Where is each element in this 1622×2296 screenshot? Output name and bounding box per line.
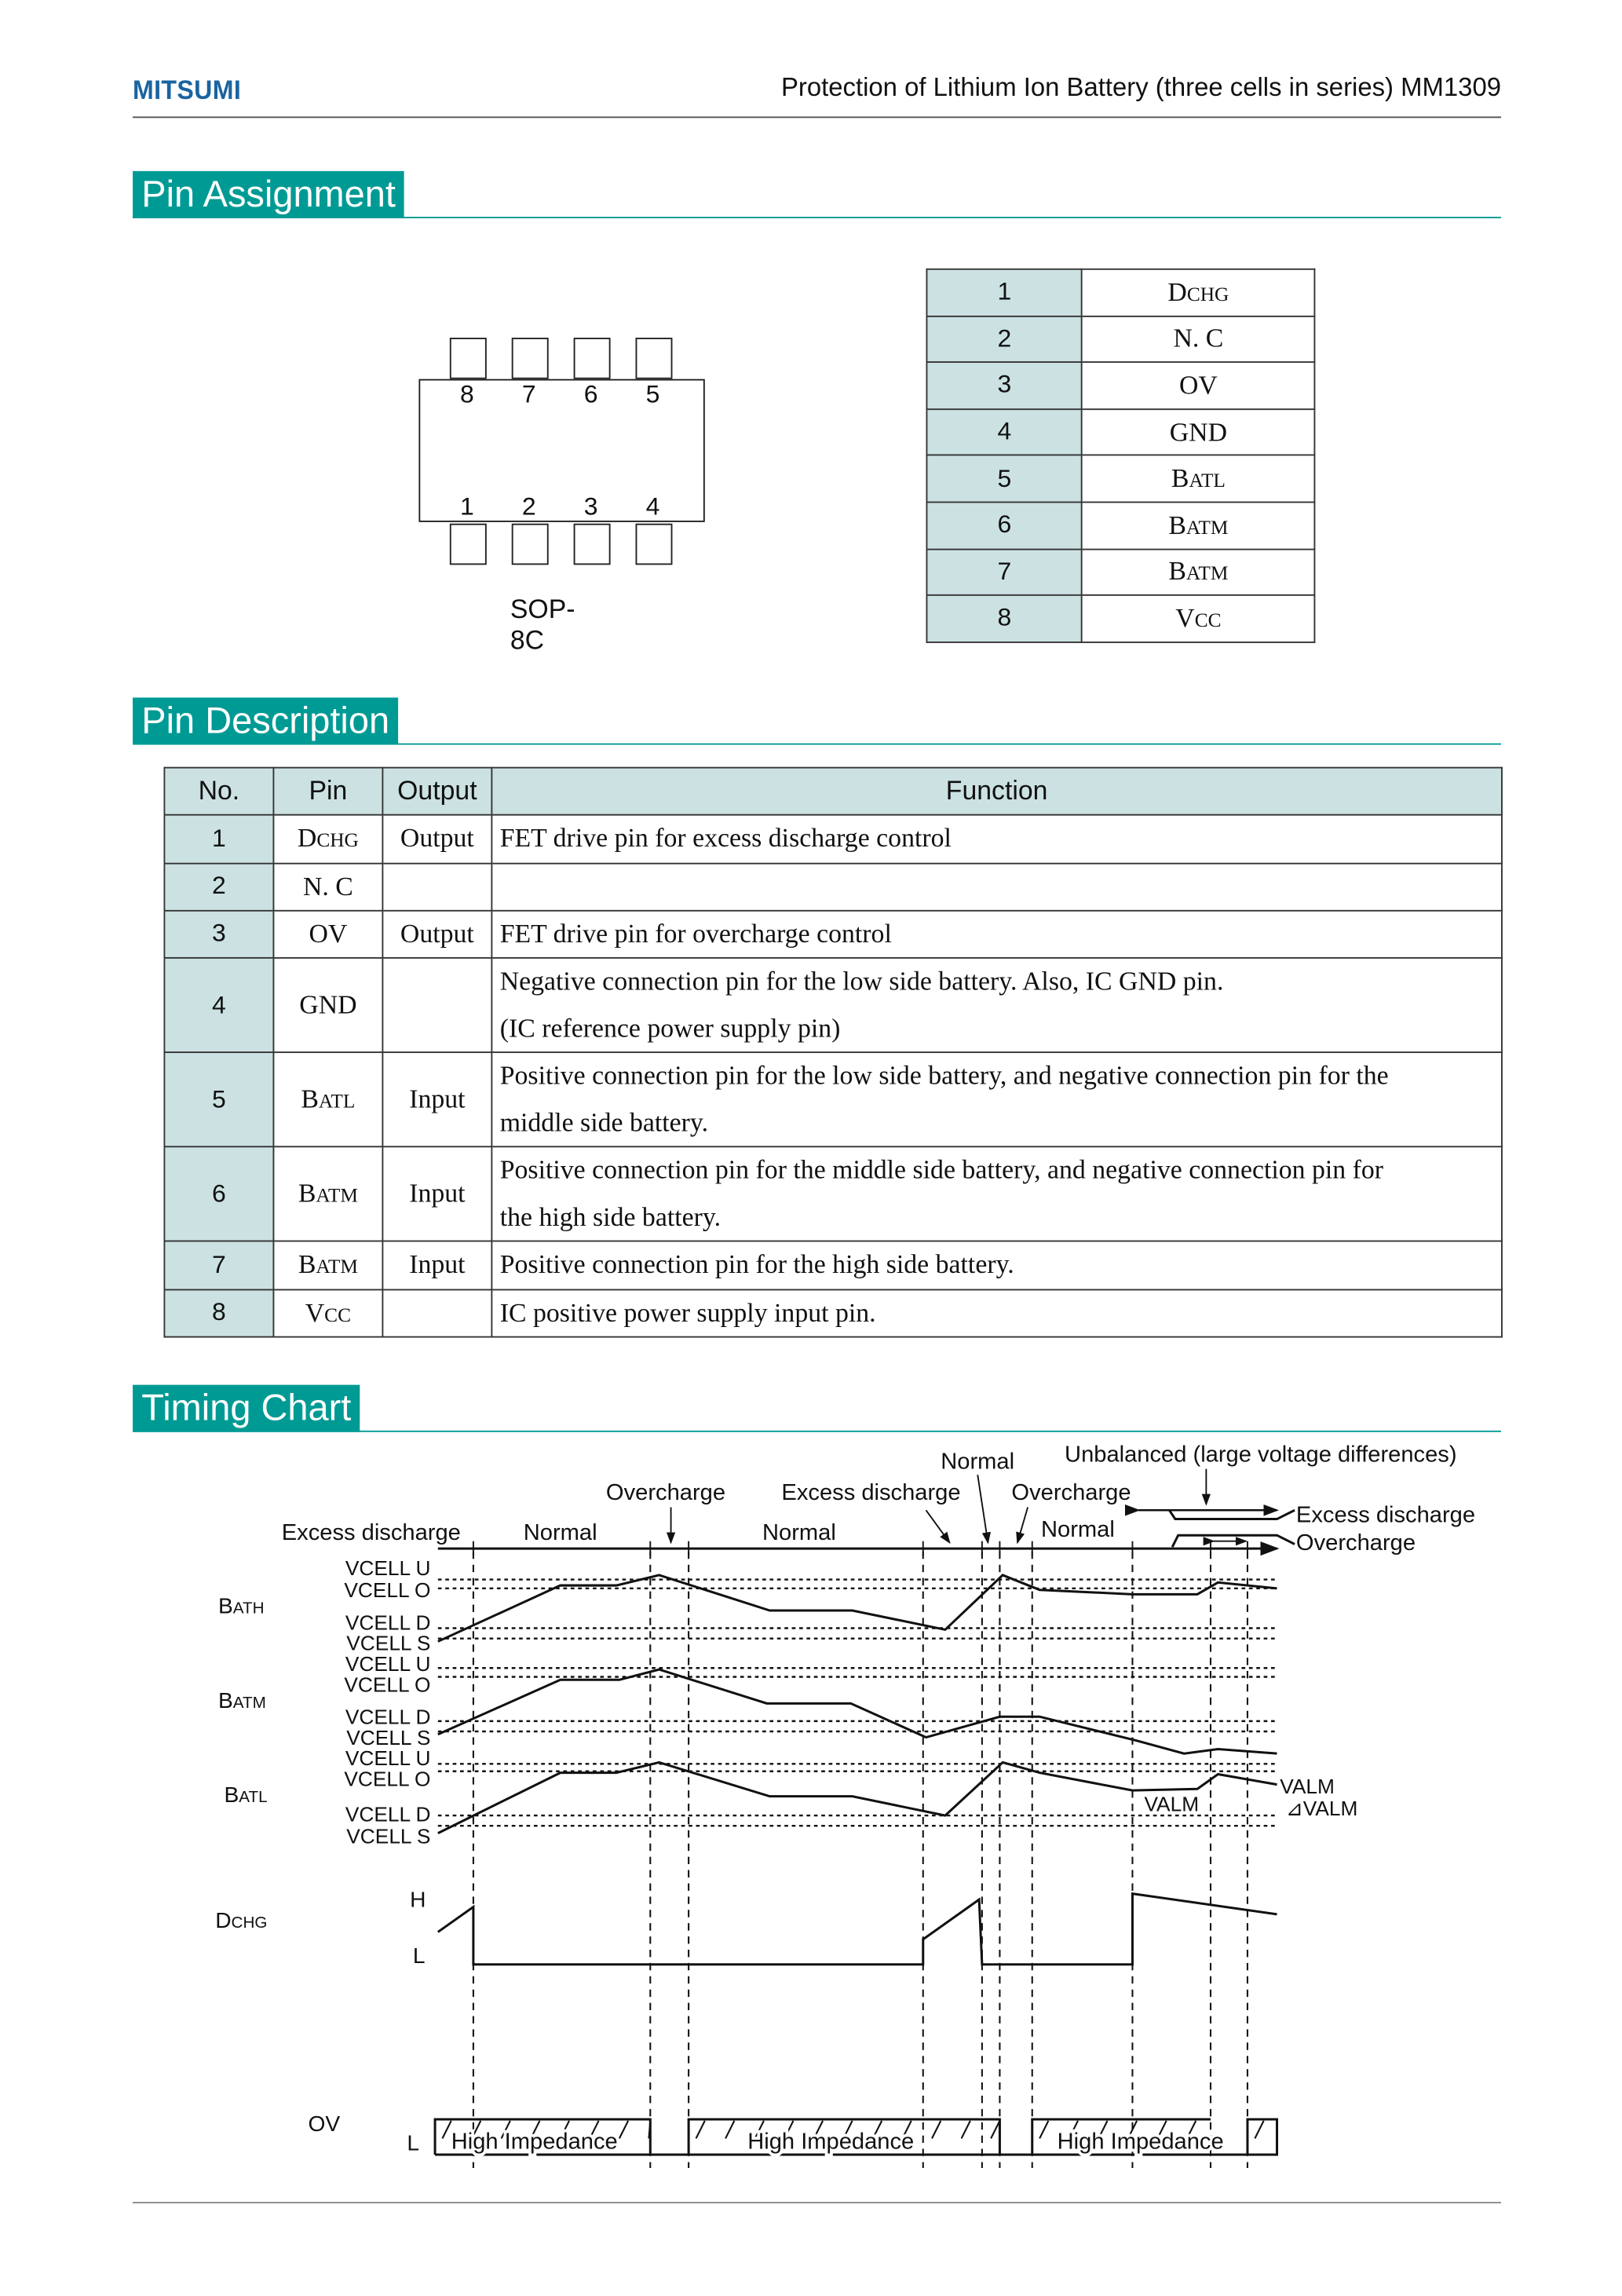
level-label: VCELL D xyxy=(345,1610,431,1635)
signal-label-ov: OV xyxy=(308,2110,341,2136)
arrow-icon xyxy=(977,1475,988,1542)
level-label: VCELL O xyxy=(344,1673,431,1697)
state-label: Excess discharge xyxy=(1295,1502,1476,1528)
section-timing-chart: Timing Chart xyxy=(133,1385,360,1432)
function-line: Positive connection pin for the low side battery, and negative connection pin for the xyxy=(499,1060,1389,1090)
level-label: VCELL U xyxy=(345,1746,431,1771)
mitsumi-logo: MITSUMI xyxy=(133,75,242,105)
pin-name: BATM xyxy=(1168,510,1229,539)
state-label: Overcharge xyxy=(605,1480,726,1506)
pin-name: BATL xyxy=(301,1084,356,1114)
pin-name: BATM xyxy=(1168,556,1229,587)
hatch-mark xyxy=(1255,2121,1263,2139)
section-pin-assignment: Pin Assignment xyxy=(133,171,404,218)
signal-label-batl: BATL xyxy=(224,1782,268,1808)
state-label: Normal xyxy=(1041,1517,1115,1543)
level-label: VCELL S xyxy=(346,1725,431,1749)
level-label: VCELL D xyxy=(345,1705,431,1729)
level-label: VCELL S xyxy=(346,1631,431,1655)
pin-name: VCC xyxy=(1175,603,1222,633)
no-cell: 6 xyxy=(164,1146,273,1241)
hatch-mark xyxy=(725,2121,734,2139)
no-cell: 5 xyxy=(164,1052,273,1146)
pin-number-cell: 7 xyxy=(926,549,1082,595)
signal-label-dchg: DCHG xyxy=(215,1907,268,1932)
hatch-mark xyxy=(1039,2121,1048,2139)
function-line: Negative connection pin for the low side battery. Also, IC GND pin. xyxy=(499,966,1224,996)
state-label: Overcharge xyxy=(1295,1530,1416,1556)
document-title: Protection of Lithium Ion Battery (three cells in series) MM1309 xyxy=(780,72,1502,102)
col-header-output: Output xyxy=(382,768,491,815)
signal-label-bath: BATH xyxy=(217,1592,265,1618)
state-label: Normal xyxy=(523,1519,597,1545)
function-line: IC positive power supply input pin. xyxy=(499,1296,876,1327)
pin-number-cell: 4 xyxy=(926,409,1082,455)
state-label: Normal xyxy=(762,1519,836,1545)
function-line: Positive connection pin for the middle side battery, and negative connection pin for xyxy=(499,1154,1384,1185)
excess-discharge-legend-line xyxy=(1169,1510,1295,1519)
timing-dashed-lines xyxy=(473,1552,1248,2168)
output-cell: Input xyxy=(382,1241,491,1289)
no-cell: 1 xyxy=(164,815,273,863)
valm-label: VALM xyxy=(1280,1774,1335,1798)
pin-number: 6 xyxy=(583,380,598,409)
state-label: Normal xyxy=(941,1449,1015,1475)
hatch-mark xyxy=(442,2121,451,2139)
pin-number: 1 xyxy=(459,492,474,521)
function-line: middle side battery. xyxy=(499,1106,709,1137)
state-label: Unbalanced (large voltage differences) xyxy=(1065,1442,1457,1468)
high-impedance-label: High Impedance xyxy=(1057,2129,1224,2155)
package-name: SOP-8C xyxy=(510,594,575,655)
pin-name: GND xyxy=(1169,416,1228,447)
no-cell: 4 xyxy=(164,958,273,1052)
dchg-high-label: H xyxy=(410,1886,426,1912)
function-line: the high side battery. xyxy=(499,1201,721,1231)
high-impedance-label: High Impedance xyxy=(747,2129,915,2155)
section-pin-description: Pin Description xyxy=(133,697,398,744)
output-cell: Output xyxy=(382,910,491,958)
function-line: FET drive pin for excess discharge control xyxy=(499,823,952,853)
footer-divider xyxy=(133,2202,1501,2203)
pin-number: 7 xyxy=(521,380,536,409)
level-label: VCELL D xyxy=(345,1802,431,1826)
hatch-mark xyxy=(932,2121,941,2139)
pin-number-cell: 1 xyxy=(926,269,1082,316)
pin-name: BATL xyxy=(1171,463,1226,493)
signal-label-batm: BATM xyxy=(217,1687,266,1713)
pin-number-cell: 8 xyxy=(926,595,1082,642)
level-label: VCELL U xyxy=(345,1556,431,1580)
pin-number: 8 xyxy=(459,380,474,409)
pin-number-cell: 2 xyxy=(926,316,1082,362)
hatch-mark xyxy=(991,2121,999,2139)
pin-name: OV xyxy=(1178,370,1218,400)
no-cell: 3 xyxy=(164,910,273,958)
arrow-icon xyxy=(926,1510,950,1542)
pin-number: 2 xyxy=(521,492,536,521)
pin-name: DCHG xyxy=(297,823,359,854)
threshold-labels xyxy=(344,1556,430,1848)
pin-name: GND xyxy=(299,989,357,1019)
pin-number: 5 xyxy=(645,380,660,409)
pin-number: 3 xyxy=(583,492,598,521)
arrow-icon xyxy=(1017,1508,1028,1543)
col-header-function: Function xyxy=(491,768,1502,815)
ov-low-label: L xyxy=(407,2130,420,2155)
function-line: Positive connection pin for the high side battery. xyxy=(499,1249,1014,1279)
pin-name: BATM xyxy=(298,1249,358,1279)
pin-number: 4 xyxy=(645,492,660,521)
no-cell: 8 xyxy=(164,1289,273,1337)
dchg-waveform xyxy=(438,1894,1277,1965)
no-cell: 7 xyxy=(164,1241,273,1289)
output-cell: Input xyxy=(382,1146,491,1241)
bath-waveform xyxy=(438,1575,1277,1642)
output-cell: Input xyxy=(382,1052,491,1146)
state-label: Excess discharge xyxy=(281,1519,461,1545)
level-label: VCELL S xyxy=(346,1824,431,1848)
col-header-pin: Pin xyxy=(273,768,382,815)
pin-name: N. C xyxy=(302,871,353,901)
state-label: Overcharge xyxy=(1011,1480,1131,1506)
delta-valm-label: ⊿VALM xyxy=(1285,1797,1358,1821)
pin-number-cell: 3 xyxy=(926,362,1082,408)
level-label: VCELL O xyxy=(344,1578,431,1603)
hatch-mark xyxy=(619,2121,628,2139)
valm-label: VALM xyxy=(1144,1792,1200,1816)
function-line: FET drive pin for overcharge control xyxy=(499,918,892,948)
function-line: (IC reference power supply pin) xyxy=(499,1012,841,1042)
pin-number-cell: 6 xyxy=(926,502,1082,548)
state-label: Excess discharge xyxy=(781,1480,961,1506)
hatch-mark xyxy=(696,2121,705,2139)
pin-name: DCHG xyxy=(1167,276,1229,307)
level-label: VCELL O xyxy=(344,1767,431,1791)
pin-name: N. C xyxy=(1173,324,1224,353)
output-cell: Output xyxy=(382,815,491,863)
batm-waveform xyxy=(438,1669,1277,1753)
no-cell: 2 xyxy=(164,863,273,910)
high-impedance-label: High Impedance xyxy=(451,2129,618,2155)
level-label: VCELL U xyxy=(345,1652,431,1676)
pin-name: BATM xyxy=(298,1178,358,1208)
pin-name: OV xyxy=(309,918,348,949)
hatch-mark xyxy=(962,2121,970,2139)
col-header-no: No. xyxy=(164,768,273,815)
pin-name: VCC xyxy=(305,1297,352,1327)
pin-number-cell: 5 xyxy=(926,455,1082,502)
dchg-low-label: L xyxy=(412,1942,426,1968)
